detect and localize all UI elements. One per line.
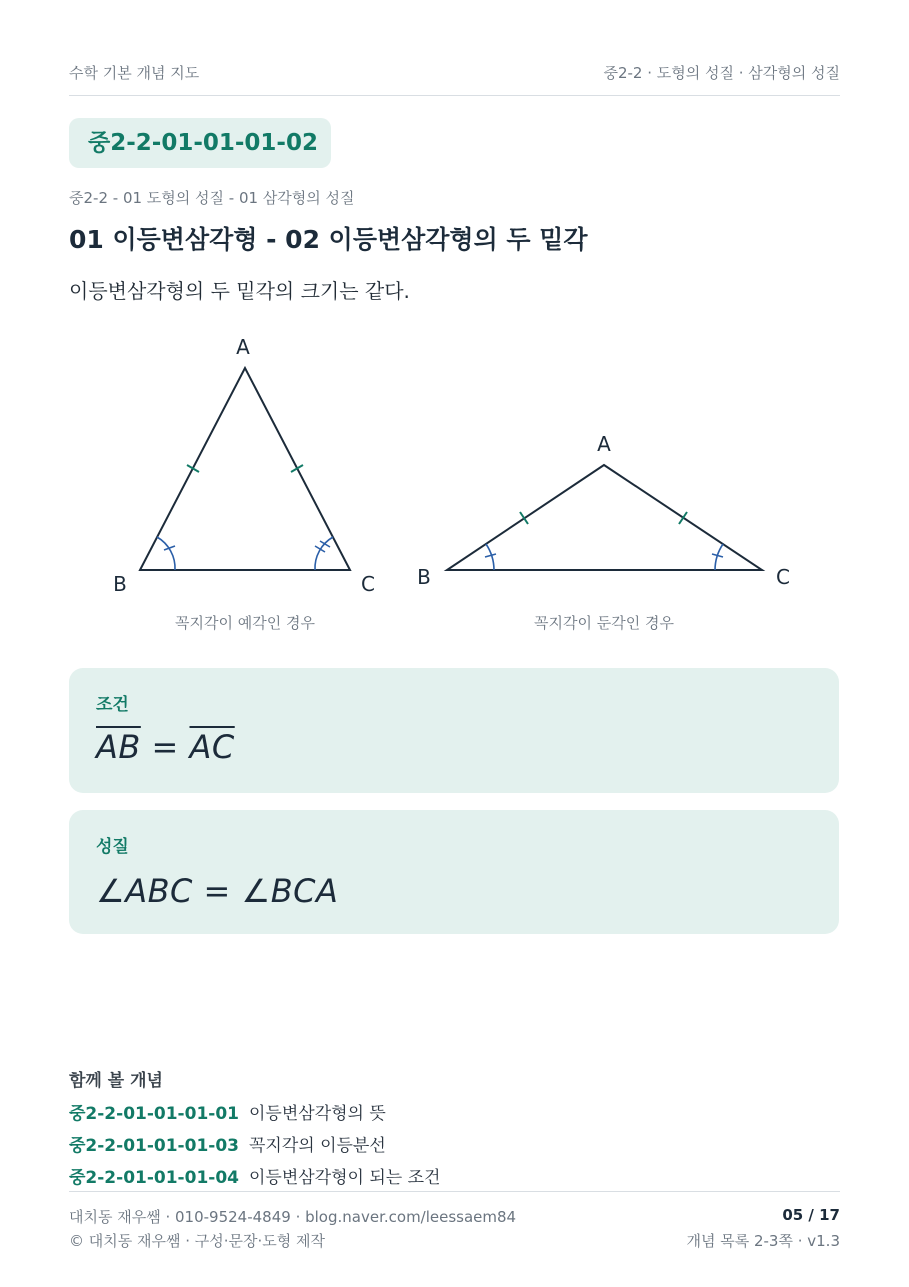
equals-sign: = <box>151 728 179 766</box>
related-item-code[interactable]: 중2-2-01-01-01-03 <box>69 1136 239 1156</box>
figure-caption-obtuse: 꼭지각이 둔각인 경우 <box>534 614 674 632</box>
related-item[interactable] <box>69 1131 440 1163</box>
equals-sign: = <box>203 872 231 910</box>
angle-abc: ∠ABC <box>96 872 193 910</box>
property-label: 성질 <box>96 837 129 857</box>
triangle-obtuse <box>417 432 790 589</box>
vertex-label-a2: A <box>597 432 611 456</box>
vertex-label-b2: B <box>417 565 431 589</box>
vertex-label-a1: A <box>236 335 250 359</box>
property-box <box>69 810 839 934</box>
related-item-code[interactable]: 중2-2-01-01-01-04 <box>69 1168 239 1188</box>
footer-copyright: © 대치동 재우쌤 · 구성·문장·도형 제작 <box>69 1232 326 1250</box>
concept-statement: 이등변삼각형의 두 밑각의 크기는 같다. <box>69 279 410 303</box>
segment-ac: $\overline{AC}$ <box>189 728 235 766</box>
related-concepts <box>69 1066 440 1195</box>
condition-label: 조건 <box>96 695 129 715</box>
related-item-text[interactable]: 이등변삼각형이 되는 조건 <box>249 1168 441 1188</box>
condition-formula <box>96 728 235 766</box>
concept-code-badge: 중2-2-01-01-01-02 <box>69 118 331 168</box>
related-item-code[interactable]: 중2-2-01-01-01-01 <box>69 1104 239 1124</box>
header-section: 중2-2 · 도형의 성질 · 삼각형의 성질 <box>603 64 840 82</box>
vertex-label-b1: B <box>113 572 127 596</box>
page-number: 05 / 17 <box>782 1206 840 1224</box>
vertex-label-c1: C <box>361 572 375 596</box>
page-title: 01 이등변삼각형 - 02 이등변삼각형의 두 밑각 <box>69 225 588 254</box>
property-formula <box>96 872 338 910</box>
angle-mark-c <box>315 537 333 570</box>
page-footer <box>69 1191 840 1262</box>
tick-mark-ac2 <box>679 512 687 524</box>
related-title: 함께 볼 개념 <box>69 1071 163 1091</box>
angle-mark-b <box>157 537 175 570</box>
triangle-acute-outline <box>140 368 350 570</box>
breadcrumb: 중2-2 - 01 도형의 성질 - 01 삼각형의 성질 <box>69 189 355 207</box>
figure-caption-acute: 꼭지각이 예각인 경우 <box>175 614 315 632</box>
angle-bca: ∠BCA <box>241 872 339 910</box>
vertex-label-c2: C <box>776 565 790 589</box>
related-item-text[interactable]: 이등변삼각형의 뜻 <box>249 1104 386 1124</box>
related-item[interactable] <box>69 1099 440 1131</box>
footer-contact: 대치동 재우쌤 · 010-9524-4849 · blog.naver.com/leessaem84 <box>69 1208 517 1226</box>
related-item-text[interactable]: 꼭지각의 이등분선 <box>249 1136 386 1156</box>
footer-version: 개념 목록 2-3쪽 · v1.3 <box>686 1232 840 1250</box>
header-subject: 수학 기본 개념 지도 <box>69 64 200 82</box>
condition-box <box>69 668 839 793</box>
triangle-acute <box>113 335 375 596</box>
segment-ab: $\overline{AB}$ <box>96 728 141 766</box>
tick-mark-ab2 <box>520 512 528 524</box>
angle-tick-c-2 <box>320 541 330 547</box>
